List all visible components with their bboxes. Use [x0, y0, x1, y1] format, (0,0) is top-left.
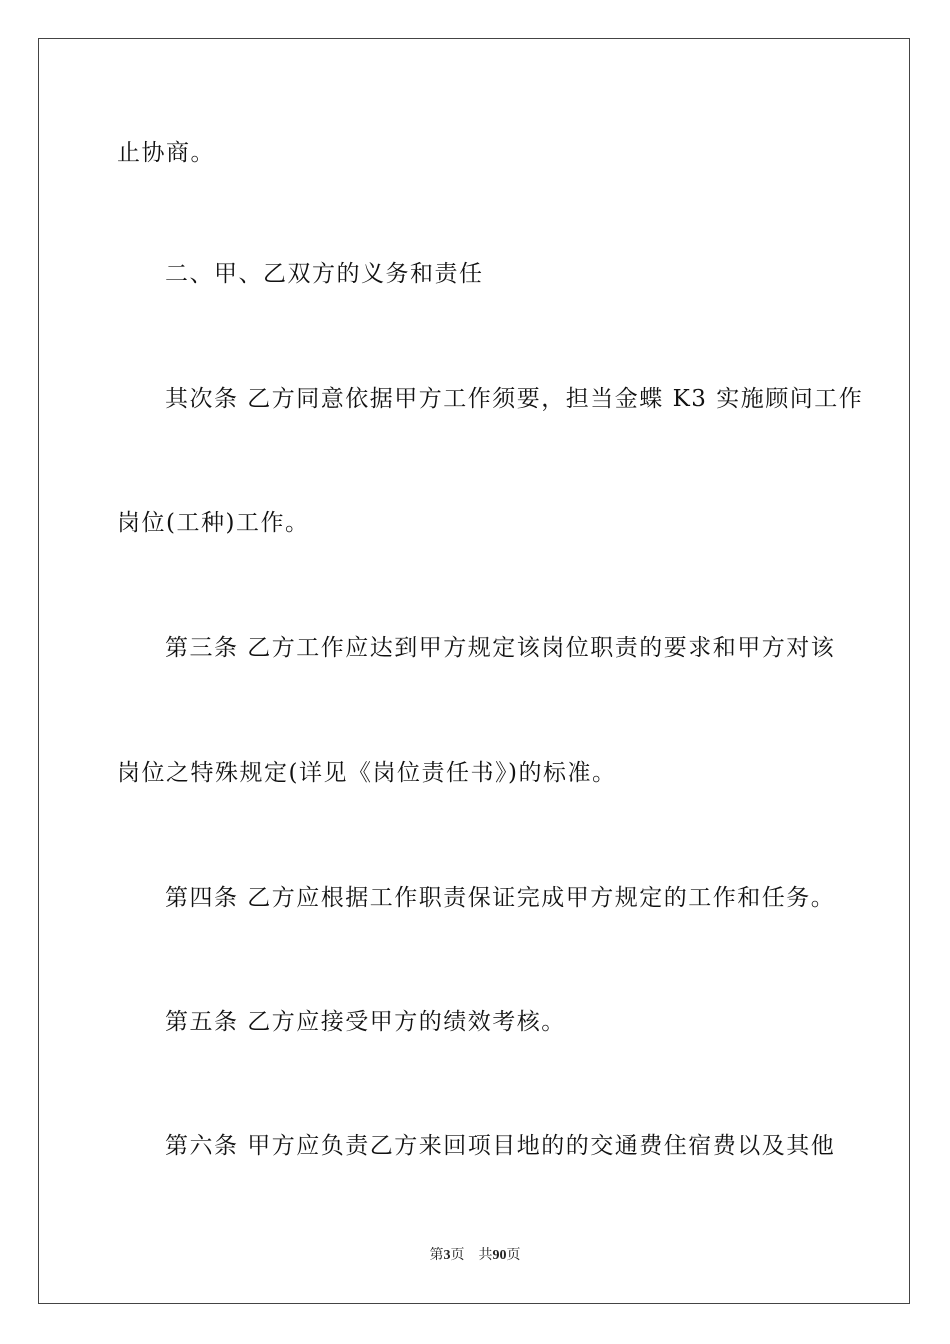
- page-border: [38, 38, 910, 1304]
- paragraph-line-8: 第五条 乙方应接受甲方的绩效考核。: [165, 1009, 566, 1035]
- page-number: 3: [443, 1248, 451, 1263]
- paragraph-line-1: 止协商。: [117, 140, 215, 166]
- total-prefix: 共: [478, 1248, 493, 1263]
- paragraph-line-3: 其次条 乙方同意依据甲方工作须要，担当金蝶 K3 实施顾问工作: [165, 386, 864, 412]
- total-suffix: 页: [506, 1248, 521, 1263]
- page-prefix: 第: [429, 1248, 444, 1263]
- page-suffix: 页: [450, 1248, 465, 1263]
- paragraph-line-6: 岗位之特殊规定(详见《岗位责任书》)的标准。: [117, 760, 617, 786]
- page-footer: [0, 1247, 950, 1265]
- paragraph-line-7: 第四条 乙方应根据工作职责保证完成甲方规定的工作和任务。: [165, 885, 836, 911]
- section-heading: 二、甲、乙双方的义务和责任: [165, 261, 484, 287]
- paragraph-line-5: 第三条 乙方工作应达到甲方规定该岗位职责的要求和甲方对该: [165, 635, 836, 661]
- paragraph-line-9: 第六条 甲方应负责乙方来回项目地的的交通费住宿费以及其他: [165, 1133, 836, 1159]
- total-pages: 90: [492, 1248, 507, 1263]
- paragraph-line-4: 岗位(工种)工作。: [117, 510, 310, 536]
